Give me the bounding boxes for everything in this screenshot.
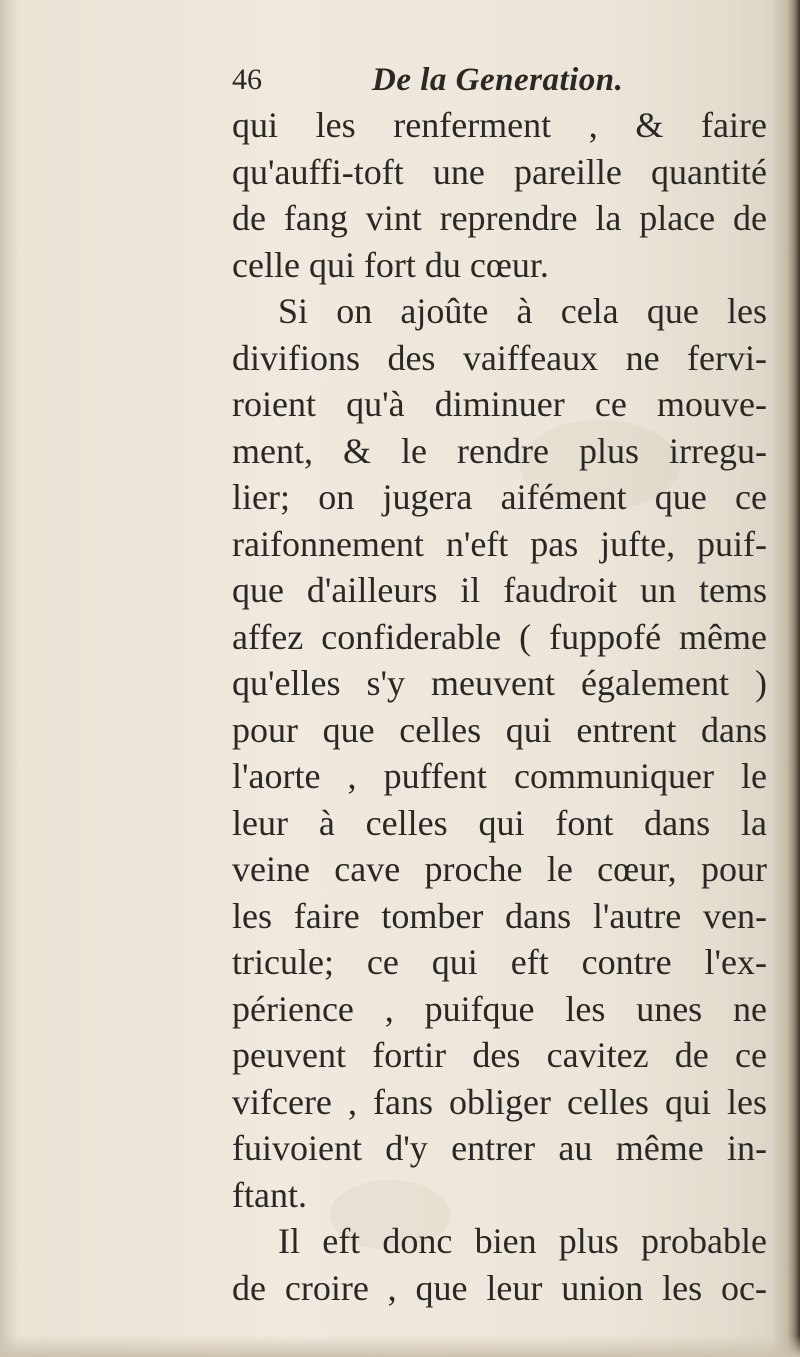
text-line: qu'auffi-toft une pareille quantité xyxy=(232,151,767,192)
text-line: vifcere , fans obliger celles qui les xyxy=(232,1081,767,1122)
text-line: qui les renferment , & faire xyxy=(232,105,767,145)
text-line: les faire tomber dans l'autre ven- xyxy=(232,895,767,936)
text-line: de croire , que leur union les oc- xyxy=(232,1267,767,1308)
page-edge xyxy=(772,0,800,1357)
text-line: celle qui fort du cœur. xyxy=(232,244,549,285)
text-line: lier; on jugera aifément que ce xyxy=(232,477,767,517)
page-bottom-edge xyxy=(0,1335,800,1357)
text-line: peuvent fortir des cavitez de ce xyxy=(232,1035,767,1075)
page-text xyxy=(232,58,767,1311)
text-line: tricule; ce qui eft contre l'ex- xyxy=(232,942,767,982)
text-line: qu'elles s'y meuvent également ) xyxy=(232,663,767,703)
text-line: ment, & le rendre plus irregu- xyxy=(232,430,767,471)
text-line: de fang vint reprendre la place de xyxy=(232,198,767,238)
text-line: fuivoient d'y entrer au même in- xyxy=(232,1128,767,1168)
running-header xyxy=(232,58,767,102)
paragraph-start-line: Il eft donc bien plus probable xyxy=(278,1221,767,1261)
text-line: ftant. xyxy=(232,1174,307,1215)
text-line: divifions des vaiffeaux ne fervi- xyxy=(232,337,767,378)
text-line: l'aorte , puffent communiquer le xyxy=(232,756,767,796)
text-line: veine cave proche le cœur, pour xyxy=(232,849,767,889)
text-line: pour que celles qui entrent dans xyxy=(232,709,767,750)
text-line: affez confiderable ( fuppofé même xyxy=(232,616,767,657)
gutter-shadow xyxy=(0,0,18,1357)
text-line: raifonnement n'eft pas jufte, puif- xyxy=(232,523,767,564)
paragraph-start-line: Si on ajoûte à cela que les xyxy=(278,291,767,331)
text-line: périence , puifque les unes ne xyxy=(232,988,767,1029)
running-title: De la Generation. xyxy=(372,62,624,98)
page-number: 46 xyxy=(232,63,262,96)
text-line: leur à celles qui font dans la xyxy=(232,802,767,843)
text-line: roient qu'à diminuer ce mouve- xyxy=(232,384,767,424)
text-line: que d'ailleurs il faudroit un tems xyxy=(232,570,767,610)
